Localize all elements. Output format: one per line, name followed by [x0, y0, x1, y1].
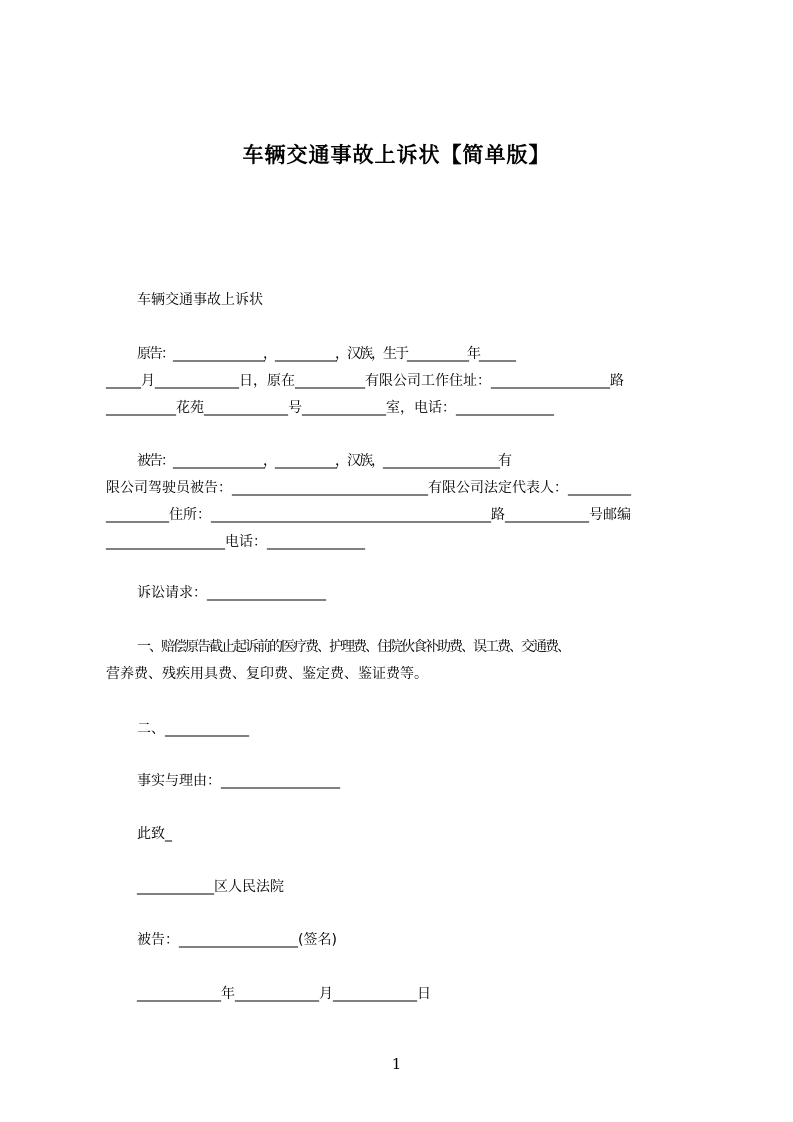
defendant-paragraph	[106, 448, 702, 556]
plaintiff-line-1: 原告：__________________，____________，汉族，生于____________年_______	[137, 346, 514, 362]
document-title: 车辆交通事故上诉状【简单版】	[242, 143, 551, 167]
claim-1-line-1: 一、赔偿原告截止起诉前的医疗费、护理费、住院伙食补助费、误工费、交通费、	[137, 639, 569, 655]
facts-paragraph	[106, 768, 733, 795]
signature-line: 被告：_________________(签名)	[137, 932, 337, 948]
page-number: 1	[391, 1055, 402, 1073]
defendant-line-1: 被告：__________________，____________，汉族，_______________________有	[137, 453, 510, 469]
closing-salutation: 此致_	[137, 826, 172, 842]
defendant-line-3: _________住所：________________________________________路____________号邮编	[106, 507, 631, 523]
document-heading: 车辆交通事故上诉状	[137, 292, 263, 308]
signature-paragraph	[106, 927, 733, 954]
claim-1-line-2: 营养费、残疾用具费、复印费、鉴定费、鉴证费等。	[106, 666, 428, 682]
facts-and-reasons: 事实与理由：_________________	[137, 773, 340, 789]
claim-2: 二、____________	[137, 721, 249, 737]
plaintiff-paragraph	[106, 341, 702, 422]
court-name: ___________区人民法院	[137, 879, 284, 895]
claims-label: 诉讼请求：_________________	[137, 585, 326, 601]
defendant-line-4: _________________电话：______________	[106, 534, 365, 550]
claims-paragraph	[106, 580, 733, 607]
plaintiff-line-2: _____月____________日，原在__________有限公司工作住址：_________________路	[106, 373, 624, 389]
date-paragraph	[106, 981, 733, 1008]
closing-paragraph	[106, 821, 733, 848]
court-paragraph	[106, 874, 733, 901]
plaintiff-line-3: __________花苑____________号____________室，电话：______________	[106, 400, 554, 416]
claim-1-paragraph	[106, 634, 702, 688]
claim-2-paragraph	[106, 716, 733, 743]
date-line: ____________年____________月____________日	[137, 986, 431, 1002]
defendant-line-2: 限公司驾驶员被告：____________________________有限公司法定代表人：_________	[106, 480, 631, 496]
heading-paragraph	[106, 287, 733, 314]
